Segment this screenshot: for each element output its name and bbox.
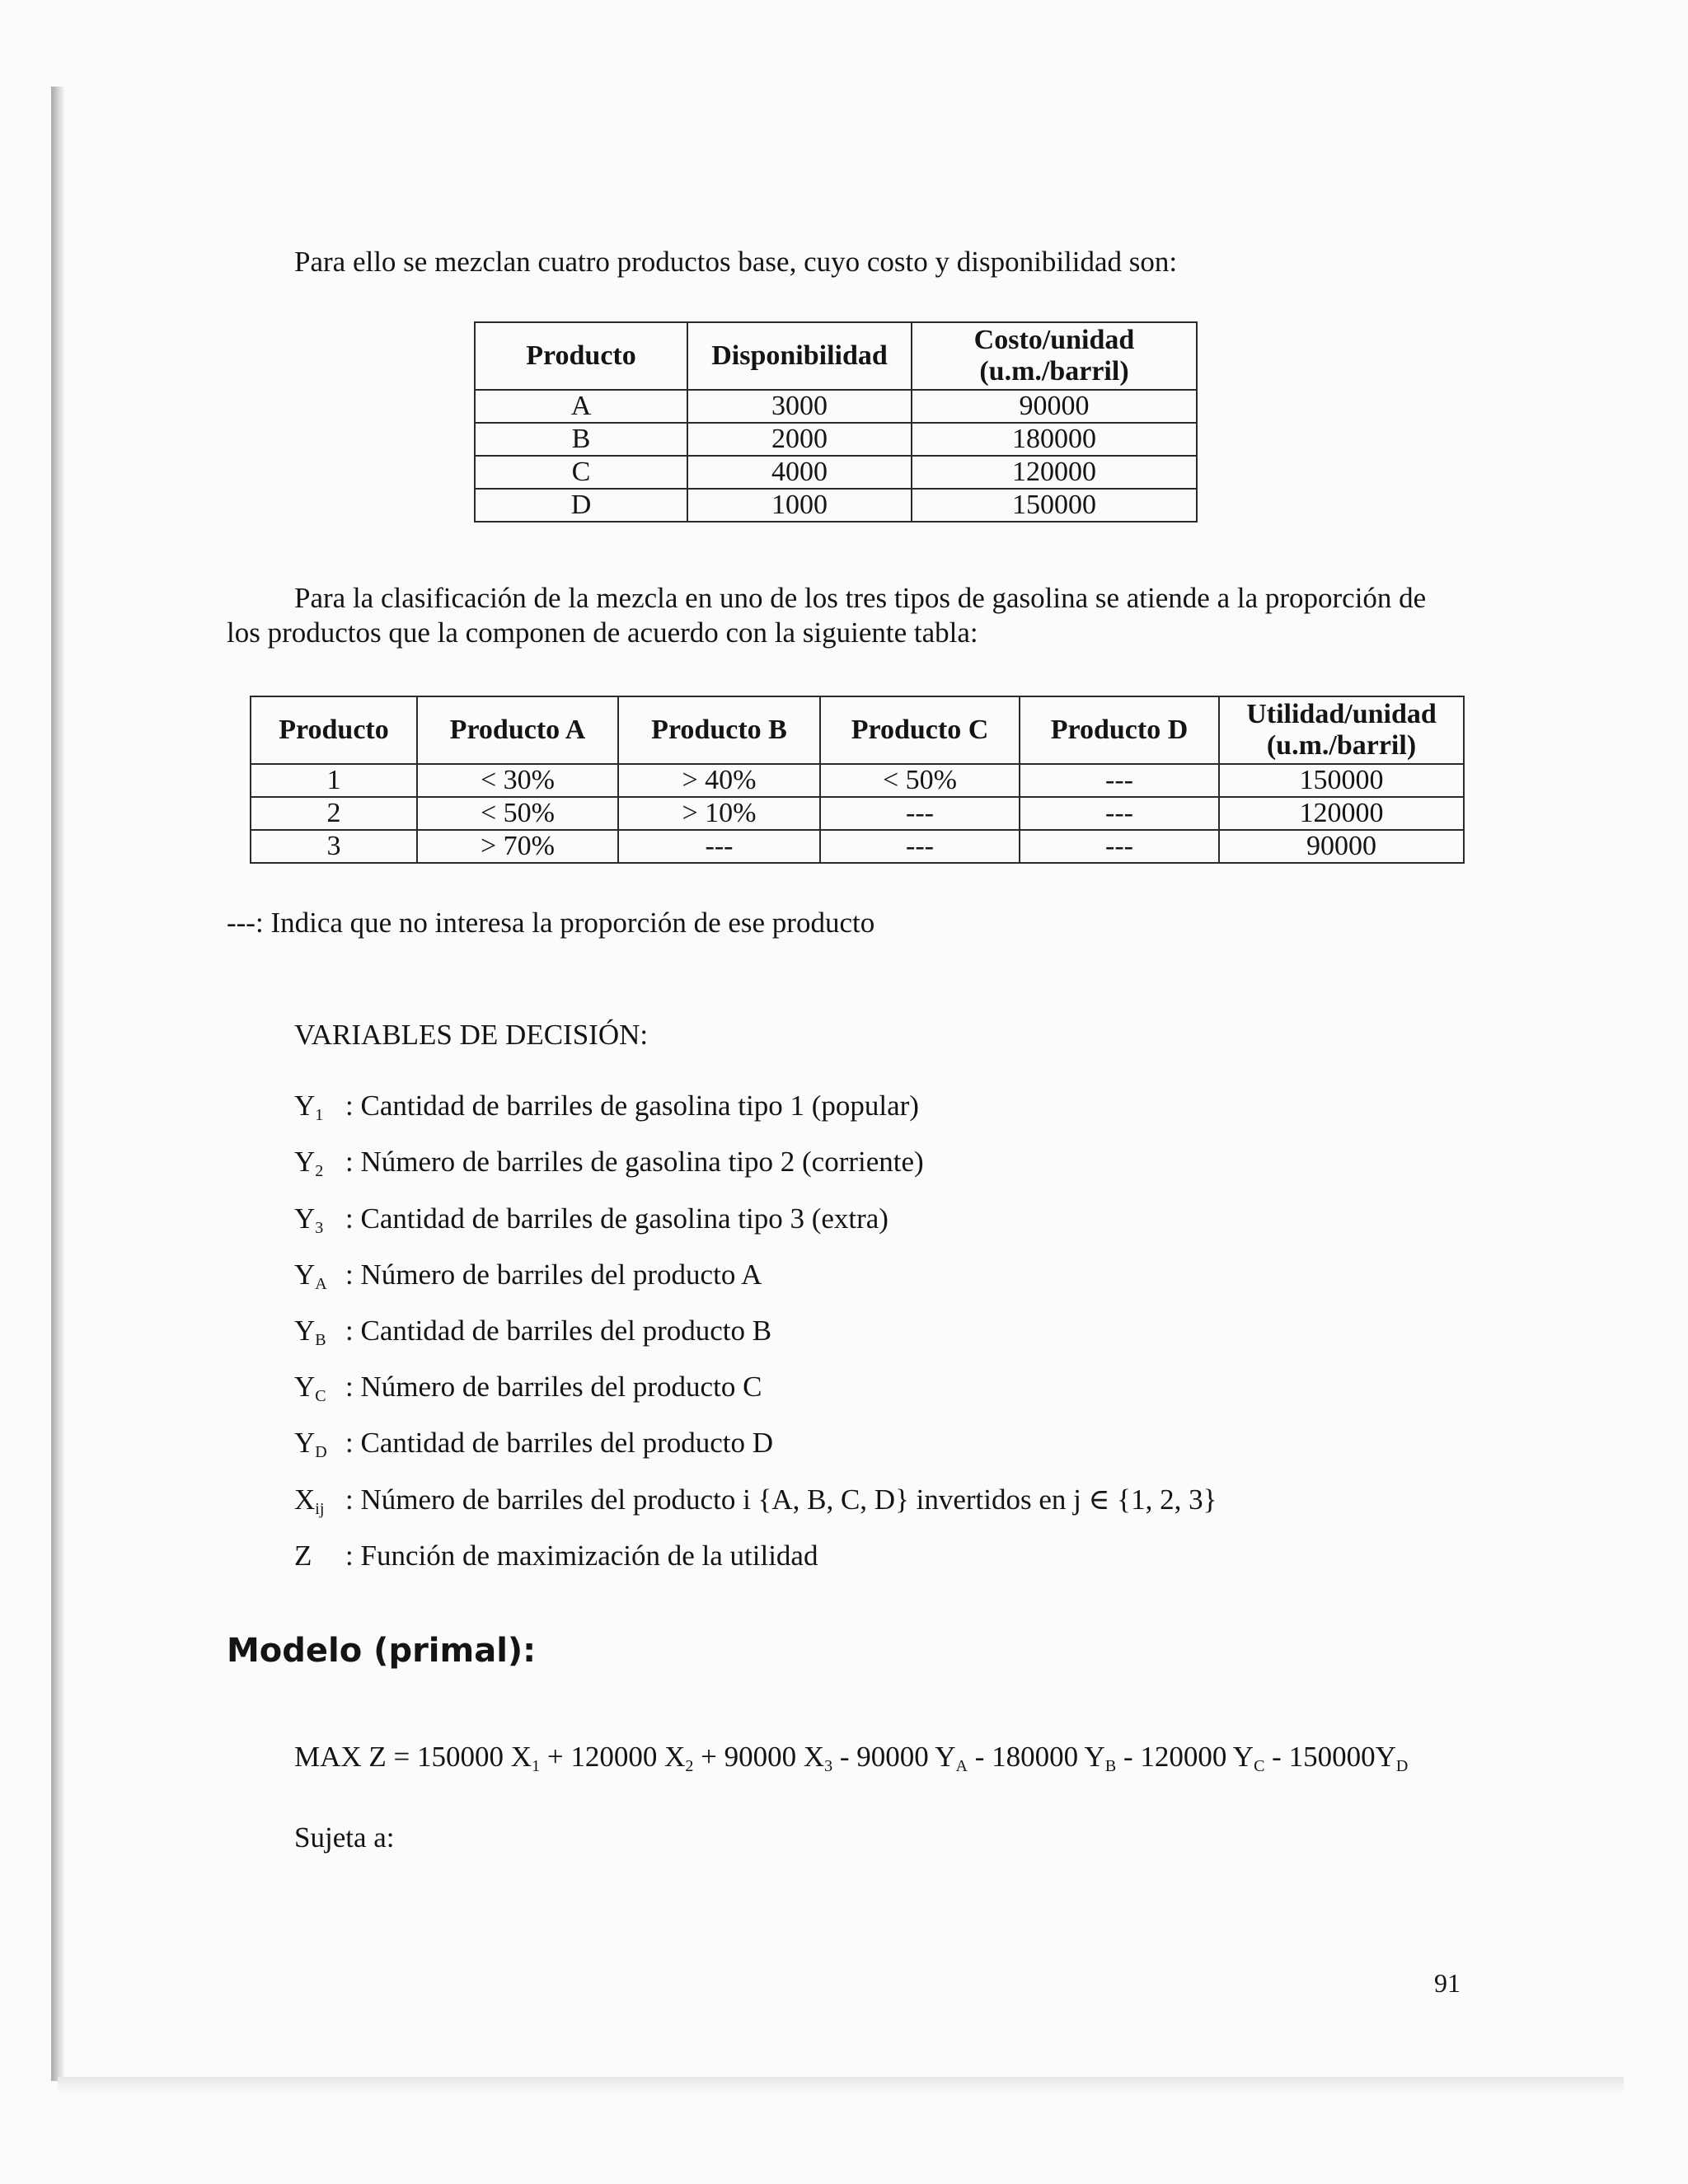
header-costo-line1: Costo/unidad — [973, 325, 1135, 355]
objective-subscript: 1 — [532, 1757, 541, 1775]
table-row — [251, 830, 1464, 863]
cell: 1000 — [687, 489, 912, 522]
header-producto-c: Producto C — [820, 696, 1020, 764]
var-symbol: Y — [294, 1146, 316, 1178]
objective-subscript: D — [1395, 1757, 1409, 1775]
paragraph-line-1: Para la clasificación de la mezcla en uno de los tres tipos de gasolina se atiende a la proporción de — [294, 582, 1427, 614]
variable-ya — [294, 1258, 762, 1291]
variable-z — [294, 1540, 818, 1572]
variable-xij — [294, 1483, 1217, 1516]
variable-yd — [294, 1427, 773, 1460]
table-row — [251, 764, 1464, 797]
cell: --- — [618, 830, 820, 863]
table-row — [475, 423, 1197, 456]
cell: < 30% — [417, 764, 618, 797]
subject-to-label: Sujeta a: — [294, 1821, 395, 1854]
table-row — [475, 489, 1197, 522]
cell: B — [475, 423, 687, 456]
cell: > 70% — [417, 830, 618, 863]
cell: < 50% — [417, 797, 618, 830]
header-costo — [912, 322, 1197, 390]
cell: 120000 — [1219, 797, 1464, 830]
cell: --- — [820, 797, 1020, 830]
var-symbol: Z — [294, 1540, 312, 1572]
var-description: : Número de barriles de gasolina tipo 2 (corriente) — [345, 1146, 924, 1178]
variable-yc — [294, 1371, 762, 1404]
header-producto-b: Producto B — [618, 696, 820, 764]
var-symbol: X — [294, 1483, 316, 1516]
header-utilidad — [1219, 696, 1464, 764]
paragraph-line-2: los productos que la componen de acuerdo con la siguiente tabla: — [227, 616, 978, 649]
var-subscript: ij — [315, 1500, 325, 1518]
scan-bottom-shadow — [58, 2077, 1624, 2093]
var-symbol: Y — [294, 1202, 316, 1235]
cell: 4000 — [687, 456, 912, 489]
header-disponibilidad: Disponibilidad — [687, 322, 912, 390]
objective-term: - 150000Y — [1264, 1741, 1396, 1773]
var-symbol: Y — [294, 1371, 316, 1403]
variable-y1 — [294, 1090, 919, 1122]
var-description: : Función de maximización de la utilidad — [345, 1540, 818, 1572]
var-description: : Número de barriles del producto A — [345, 1258, 762, 1291]
cell: 150000 — [1219, 764, 1464, 797]
var-description: : Cantidad de barriles del producto B — [345, 1315, 772, 1347]
products-base-table — [474, 321, 1198, 523]
header-utilidad-line2: (u.m./barril) — [1266, 730, 1417, 761]
cell: A — [475, 390, 687, 423]
objective-subscript: A — [955, 1757, 968, 1775]
objective-term: - 90000 Y — [832, 1741, 956, 1773]
table-row — [475, 390, 1197, 423]
cell: --- — [1020, 764, 1219, 797]
cell: 180000 — [912, 423, 1197, 456]
var-subscript: 1 — [315, 1106, 324, 1124]
header-producto: Producto — [251, 696, 417, 764]
cell: --- — [820, 830, 1020, 863]
objective-subscript: 3 — [824, 1757, 833, 1775]
objective-subscript: C — [1254, 1757, 1265, 1775]
var-subscript: 2 — [315, 1162, 324, 1180]
cell: 90000 — [1219, 830, 1464, 863]
var-subscript: B — [315, 1331, 326, 1349]
cell: 2 — [251, 797, 417, 830]
cell: 90000 — [912, 390, 1197, 423]
var-symbol: Y — [294, 1258, 316, 1291]
cell: 150000 — [912, 489, 1197, 522]
header-producto-a: Producto A — [417, 696, 618, 764]
variable-y3 — [294, 1202, 889, 1235]
header-utilidad-line1: Utilidad/unidad — [1246, 699, 1437, 729]
header-producto: Producto — [475, 322, 687, 390]
var-description: : Número de barriles del producto C — [345, 1371, 762, 1403]
table-row — [251, 797, 1464, 830]
objective-term: - 180000 Y — [967, 1741, 1105, 1773]
cell: 1 — [251, 764, 417, 797]
cell: D — [475, 489, 687, 522]
var-description: : Cantidad de barriles de gasolina tipo 3 (extra) — [345, 1202, 889, 1235]
page-number: 91 — [1434, 1968, 1461, 1998]
table-header-row — [251, 696, 1464, 764]
var-subscript: 3 — [315, 1219, 324, 1237]
scan-edge-shadow — [51, 87, 64, 2081]
objective-prefix: MAX Z = 150000 X — [294, 1741, 532, 1773]
var-symbol: Y — [294, 1090, 316, 1122]
var-symbol: Y — [294, 1315, 316, 1347]
cell: 2000 — [687, 423, 912, 456]
var-subscript: C — [315, 1387, 326, 1405]
intro-paragraph: Para ello se mezclan cuatro productos base, cuyo costo y disponibilidad son: — [294, 246, 1178, 278]
cell: < 50% — [820, 764, 1020, 797]
cell: 3000 — [687, 390, 912, 423]
variable-yb — [294, 1315, 771, 1347]
var-description: : Cantidad de barriles del producto D — [345, 1427, 774, 1459]
cell: C — [475, 456, 687, 489]
section-heading: Modelo (primal): — [227, 1632, 537, 1670]
variables-title: VARIABLES DE DECISIÓN: — [294, 1019, 649, 1051]
objective-term: + 120000 X — [540, 1741, 686, 1773]
header-costo-line2: (u.m./barril) — [979, 356, 1129, 387]
objective-subscript: B — [1104, 1757, 1117, 1775]
variable-y2 — [294, 1146, 924, 1179]
var-subscript: A — [315, 1275, 327, 1293]
cell: > 40% — [618, 764, 820, 797]
gasoline-classification-table — [250, 696, 1465, 864]
cell: --- — [1020, 797, 1219, 830]
objective-subscript: 2 — [685, 1757, 694, 1775]
table-header-row — [475, 322, 1197, 390]
objective-term: + 90000 X — [693, 1741, 825, 1773]
cell: 3 — [251, 830, 417, 863]
cell: 120000 — [912, 456, 1197, 489]
table-note: ---: Indica que no interesa la proporción de ese producto — [227, 907, 875, 939]
cell: > 10% — [618, 797, 820, 830]
objective-function — [294, 1741, 1408, 1774]
var-description: : Número de barriles del producto i {A, B, C, D} invertidos en j ∈ {1, 2, 3} — [345, 1483, 1217, 1516]
var-symbol: Y — [294, 1427, 316, 1459]
objective-term: - 120000 Y — [1116, 1741, 1254, 1773]
cell: --- — [1020, 830, 1219, 863]
header-producto-d: Producto D — [1020, 696, 1219, 764]
table-row — [475, 456, 1197, 489]
var-subscript: D — [315, 1443, 327, 1461]
var-description: : Cantidad de barriles de gasolina tipo 1 (popular) — [345, 1090, 919, 1122]
